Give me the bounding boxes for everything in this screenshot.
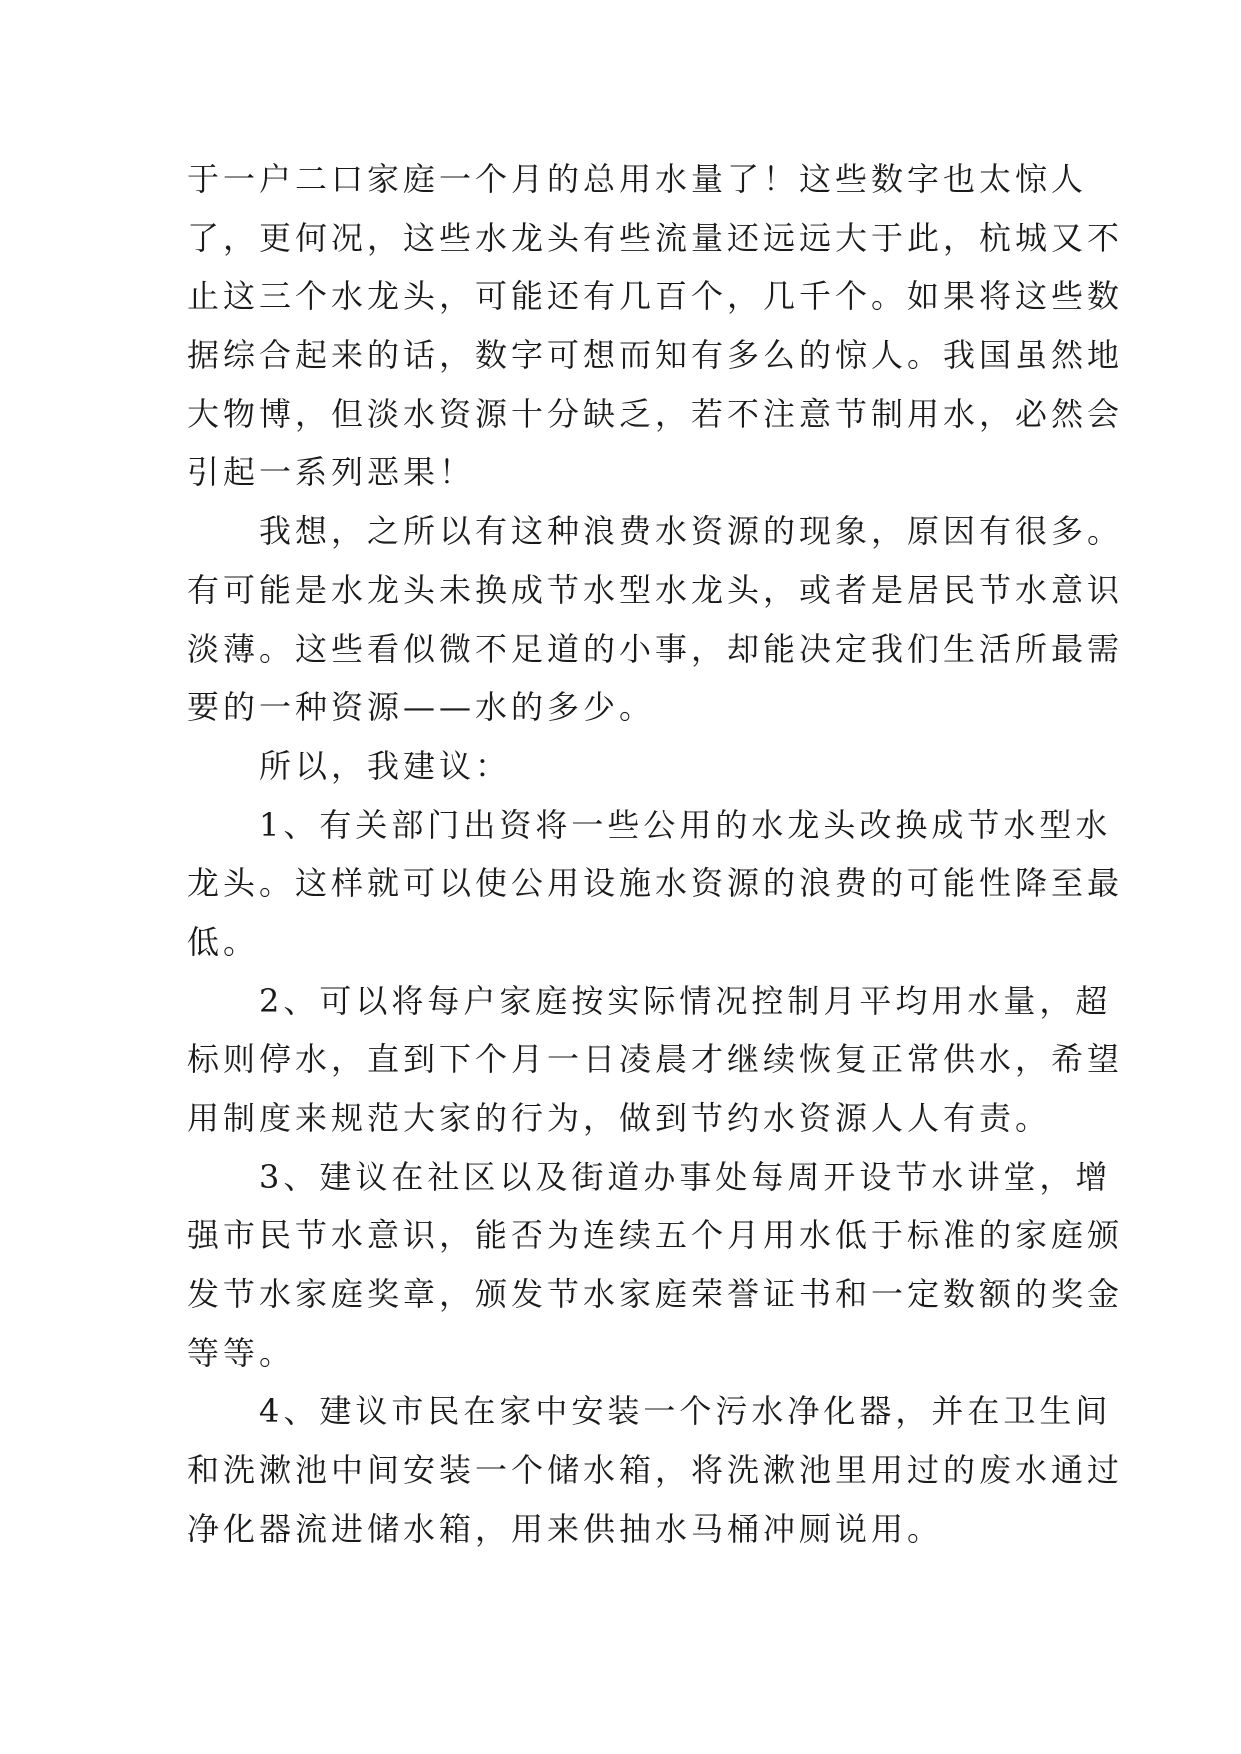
text-line: 和洗漱池中间安装一个储水箱，将洗漱池里用过的废水通过 bbox=[187, 1451, 1124, 1490]
text-line: 强市民节水意识，能否为连续五个月用水低于标准的家庭颁 bbox=[187, 1216, 1124, 1255]
text-line: 低。 bbox=[187, 922, 260, 961]
text-line: 净化器流进储水箱，用来供抽水马桶冲厕说用。 bbox=[187, 1509, 944, 1548]
text-line: 据综合起来的话，数字可想而知有多么的惊人。我国虽然地 bbox=[187, 336, 1124, 375]
paragraph-start-line: 我想，之所以有这种浪费水资源的现象，原因有很多。 bbox=[259, 512, 1124, 551]
suggestion-1-start: 1、有关部门出资将一些公用的水龙头改换成节水型水 bbox=[259, 805, 1112, 844]
text-line: 了，更何况，这些水龙头有些流量还远远大于此，杭城又不 bbox=[187, 218, 1124, 257]
suggestion-4-start: 4、建议市民在家中安装一个污水净化器，并在卫生间 bbox=[259, 1392, 1112, 1431]
text-line: 引起一系列恶果！ bbox=[187, 453, 476, 492]
text-line: 有可能是水龙头未换成节水型水龙头，或者是居民节水意识 bbox=[187, 570, 1124, 609]
text-line: 发节水家庭奖章，颁发节水家庭荣誉证书和一定数额的奖金 bbox=[187, 1275, 1124, 1314]
text-line: 于一户二口家庭一个月的总用水量了！这些数字也太惊人 bbox=[187, 160, 1088, 198]
text-line: 标则停水，直到下个月一日凌晨才继续恢复正常供水，希望 bbox=[187, 1040, 1124, 1079]
suggestion-3-start: 3、建议在社区以及街道办事处每周开设节水讲堂，增 bbox=[259, 1157, 1112, 1196]
text-line: 用制度来规范大家的行为，做到节约水资源人人有责。 bbox=[187, 1099, 1052, 1137]
text-line: 龙头。这样就可以使公用设施水资源的浪费的可能性降至最 bbox=[187, 864, 1124, 903]
suggestion-2-start: 2、可以将每户家庭按实际情况控制月平均用水量，超 bbox=[259, 981, 1112, 1020]
document-body bbox=[187, 150, 1124, 1559]
text-line: 大物博，但淡水资源十分缺乏，若不注意节制用水，必然会 bbox=[187, 394, 1124, 433]
text-line: 等等。 bbox=[187, 1333, 296, 1372]
text-line: 要的一种资源——水的多少。 bbox=[187, 688, 656, 727]
text-line: 止这三个水龙头，可能还有几百个，几千个。如果将这些数 bbox=[187, 277, 1124, 316]
text-line: 淡薄。这些看似微不足道的小事，却能决定我们生活所最需 bbox=[187, 629, 1124, 668]
paragraph-start-line: 所以，我建议： bbox=[259, 746, 512, 785]
